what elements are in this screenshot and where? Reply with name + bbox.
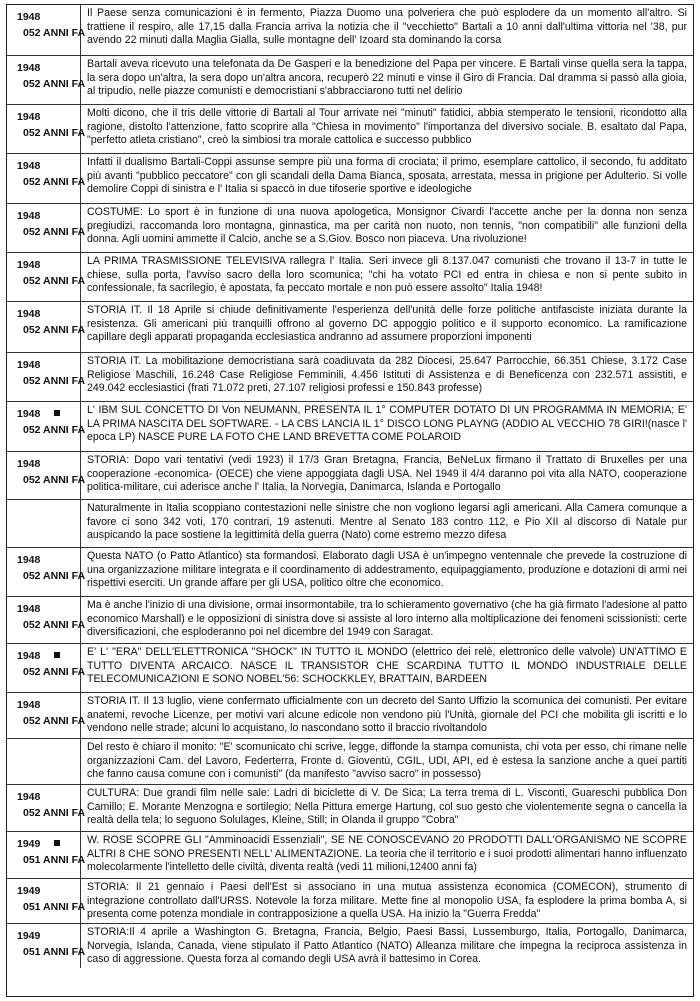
year-label: 1948 <box>17 160 41 172</box>
table-row <box>7 302 693 353</box>
date-cell <box>7 154 86 203</box>
event-text: Naturalmente in Italia scoppiano contestazioni nelle sinistre che non vogliono legarsi agli americani. Alla Camera comunque a favore ci sono 342 voti, 170 contrari, 19 astenuti. Mentre al Senato 183 contro 112, e Pio XII al discorso di Natale pur auspicando la pace sostiene la legittimità della guerra (Nato) come estremo mezzo difesa <box>87 502 687 542</box>
year-label: 1948 <box>17 259 41 271</box>
date-cell <box>7 924 86 968</box>
table-row <box>7 105 693 154</box>
years-ago-label: 052 ANNI FA <box>23 78 86 90</box>
date-cell <box>7 5 86 55</box>
years-ago-label: 052 ANNI FA <box>23 474 86 486</box>
event-text: Del resto è chiaro il monito: "E' scomunicato chi scrive, legge, diffonde la stampa comunista, chi vota per esso, chi rimane nelle organizzazioni Cam. del Lavoro, Federterra, Fronte d. Gioventù, CGIL, UDI, API, ed è estesa la sanzione anche a quei partiti che fanno causa comune con i comunisti" (da manifesto "avviso sacro" in possesso) <box>87 741 687 781</box>
date-cell <box>7 785 86 831</box>
years-ago-label: 052 ANNI FA <box>23 27 86 39</box>
event-text: STORIA: Il 21 gennaio i Paesi dell'Est si associano in una mutua assistenza economica (COMECON), strumento di integrazione controllato dall'URSS. Notevole la forza militare. Mette fine al monopolio USA, fa esplodere la prima bomba A, si presenta come potenza mondiale in contrapposizione a quella USA. Ha inizio la "Guerra Fredda" <box>87 881 687 921</box>
bullet-marker-icon <box>54 840 60 846</box>
date-cell <box>7 353 86 401</box>
table-row <box>7 785 693 832</box>
year-label: 1948 <box>17 791 41 803</box>
date-cell <box>7 452 86 499</box>
table-row <box>7 253 693 302</box>
date-cell <box>7 879 86 923</box>
year-label: 1948 <box>17 554 41 566</box>
year-label: 1948 <box>17 359 41 371</box>
chronology-table <box>6 4 694 997</box>
table-row <box>7 353 693 402</box>
years-ago-label: 052 ANNI FA <box>23 275 86 287</box>
years-ago-label: 052 ANNI FA <box>23 375 86 387</box>
year-label: 1948 <box>17 699 41 711</box>
year-label: 1948 <box>17 408 41 420</box>
years-ago-label: 052 ANNI FA <box>23 176 86 188</box>
event-text: STORIA: Dopo vari tentativi (vedi 1923) il 17/3 Gran Bretagna, Francia, BeNeLux firmano il Trattato di Bruxelles per una cooperazione -economica- (OECE) che viene appoggiata dagli USA. Nel 1949 il 4/4 daranno poi vita alla NATO, cooperazione politica-militare, cui aderisce anche l' Italia, la Norvegia, Danimarca, Islanda e Portogallo <box>87 454 687 494</box>
date-cell <box>7 402 86 451</box>
year-label: 1948 <box>17 650 41 662</box>
years-ago-label: 052 ANNI FA <box>23 226 86 238</box>
date-cell <box>7 253 86 301</box>
year-label: 1948 <box>17 603 41 615</box>
table-row <box>7 154 693 204</box>
years-ago-label: 052 ANNI FA <box>23 807 86 819</box>
date-cell <box>7 204 86 252</box>
year-label: 1949 <box>17 930 41 942</box>
event-text: STORIA IT. Il 18 Aprile si chiude definitivamente l'esperienza dell'unità delle forze politiche antifasciste iniziata durante la resistenza. Gli americani più tranquilli offrono al governo DC appoggio politico e il supporto economico. La ramificazione capillare degli apparati propaganda ecclesiastica andranno ad assumere proporzioni imponenti <box>87 304 687 344</box>
year-label: 1948 <box>17 11 41 23</box>
table-row <box>7 204 693 253</box>
year-label: 1949 <box>17 838 41 850</box>
year-label: 1949 <box>17 885 41 897</box>
event-text: Questa NATO (o Patto Atlantico) sta formandosi. Elaborato dagli USA è un'impegno ventennale che prevede la costruzione di una organizzazione militare integrata e il coordinamento di addestramento, equipaggiamento, produzione e dotazioni di armi nei rispettivi eserciti. Un grande affare per gli USA, politico oltre che economico. <box>87 550 687 590</box>
year-label: 1948 <box>17 111 41 123</box>
event-text: CULTURA: Due grandi film nelle sale: Ladri di biciclette di V. De Sica; La terra trema di L. Visconti, Guareschi pubblica Don Camillo; E. Morante Menzogna e sortilegio; Nella Pittura emerge Hartung, col suo gesto che violentemente segna o cancella la realtà della tela; lo seguono Solulages, Kleine, Still; in Olanda il gruppo "Cobra" <box>87 787 687 827</box>
years-ago-label: 051 ANNI FA <box>23 946 86 958</box>
date-cell <box>7 693 86 738</box>
years-ago-label: 052 ANNI FA <box>23 666 86 678</box>
year-label: 1948 <box>17 458 41 470</box>
date-cell <box>7 739 81 784</box>
table-row <box>7 548 693 597</box>
date-cell <box>7 644 86 692</box>
event-text: W. ROSE SCOPRE GLI "Amminoacidi Essenziali", SE NE CONOSCEVANO 20 PRODOTTI DALL'ORGANISMO NE SCOPRE ALTRI 8 CHE SONO PRESENTI NELL' ALIMENTAZIONE. La teoria che il territorio e i suoi prodotti alimentari hanno influenzato molecolarmente l'intelletto delle civiltà, diventa realtà (vedi 11 milioni,12400 anni fa) <box>87 834 687 874</box>
event-text: E' L' "ERA" DELL'ELETTRONICA "SHOCK" IN TUTTO IL MONDO (elettrico dei relè, elettronico delle valvole) UN'ATTIMO E TUTTO DIVENTA ARCAICO. NASCE IL TRANSISTOR CHE SCARDINA TUTTO IL MONDO INDUSTRIALE DELLE TELECOMUNICAZIONI E SONO NOBEL'56: SCHOCKKLEY, BRATTAIN, BARDEEN <box>87 646 687 686</box>
table-row <box>7 597 693 644</box>
event-text: Bartali aveva ricevuto una telefonata da De Gasperi e la benedizione del Papa per vincere. E Bartali vinse quella sera la tappa, la sera dopo un'altra, la sera dopo un'altra ancora, recuperò 22 minuti e vinse il Giro di Francia. Dal dramma si passò alla gioia, al tripudio, nelle piazze comunisti e democristiani s'abbracciarono tutti nel delirio <box>87 58 687 98</box>
event-text: Il Paese senza comunicazioni è in fermento, Piazza Duomo una polveriera che può esplodere da un momento all'altro. Si trattiene il respiro, alle 17,15 dalla Francia arriva la notizia che il "vecchietto" Bartali a 10 anni dall'ultima vittoria nel '38, pur avendo 22 minuti dalla Maglia Gialla, sulle montagne dell' Izoard sta dominando la corsa <box>87 7 687 47</box>
years-ago-label: 052 ANNI FA <box>23 324 86 336</box>
event-text: Infatti il dualismo Bartali-Coppi assunse sempre più una forma di crociata; il primo, esemplare cattolico, il secondo, fu additato più avanti "pubblico peccatore" con gli scandali della Dama Bianca, sposata, arrestata, messa in prigione per Adulterio. Si volle demolire Coppi di sinistra e l' Italia si spaccò in due tifoserie sportive e ideologiche <box>87 156 687 196</box>
date-cell <box>7 832 86 878</box>
table-row <box>7 402 693 452</box>
table-row <box>7 5 693 56</box>
event-text: STORIA:Il 4 aprile a Washington G. Bretagna, Francia, Belgio, Paesi Bassi, Lussemburgo, Italia, Portogallo, Danimarca, Norvegia, Islanda, Canada, viene stipulato il Patto Atlantico (NATO) Alleanza militare che impegna la reciproca assistenza in caso di aggressione. Questa forza al comando degli USA avrà il battesimo in Corea. <box>87 926 687 966</box>
table-row <box>7 644 693 693</box>
event-text: STORIA IT. Il 13 luglio, viene confermato ufficialmente con un decreto del Santo Uffizio la scomunica dei comunisti. Per evitare anatemi, revoche Licenze, per motivi vari alcune edicole non vendono più l'Unità, giornale del PCI che mobilita gli iscritti e lo vendono nelle strade; alcuni lo acquistano, lo nascondano sotto il braccio rivoltandolo <box>87 695 687 735</box>
date-cell <box>7 302 86 352</box>
date-cell <box>7 56 86 104</box>
years-ago-label: 051 ANNI FA <box>23 854 86 866</box>
year-label: 1948 <box>17 210 41 222</box>
event-text: Molti dicono, che il tris delle vittorie di Bartali al Tour arrivate nei "minuti" fatidici, abbia stemperato le tensioni, ricondotto alla ragione, distolto l'attenzione, fatto scoprire alla "Chiesa in movimento" l'importanza del diversivo sociale. B. esaltato dal Papa, "perfetto atleta cristiano", creò la simbiosi tra morale cattolica e successo pubblico <box>87 107 687 147</box>
year-label: 1948 <box>17 62 41 74</box>
years-ago-label: 052 ANNI FA <box>23 127 86 139</box>
event-text: Ma è anche l'inizio di una divisione, ormai insormontabile, tra lo schieramento governativo (che ha già firmato l'adesione al patto economico Marshall) e le opposizioni di sinistra dove si assiste al loro interno alla moltiplicazione dei fenomeni scissionisti: certe diversificazioni, che esploderanno poi nel dicembre del 1949 con Saragat. <box>87 599 687 639</box>
event-text: L' IBM SUL CONCETTO DI Von NEUMANN, PRESENTA IL 1° COMPUTER DOTATO DI UN PROGRAMMA IN MEMORIA; E' LA PRIMA NASCITA DEL SOFTWARE. - LA CBS LANCIA IL 1° DISCO LONG PLAYNG (ADDIO AL VECCHIO 78 GIRI!(nasce l' epoca LP) NASCE PURE LA FOTO CHE LAND BREVETTA COME POLAROID <box>87 404 687 444</box>
year-label: 1948 <box>17 308 41 320</box>
date-cell <box>7 548 86 596</box>
event-text: LA PRIMA TRASMISSIONE TELEVISIVA rallegra l' Italia. Seri invece gli 8.137.047 comunisti che trovano il 13-7 in tutte le chiese, sulla porta, l'avviso sacro della loro scomunica; "chi ha votato PCI ed entra in chiesa e non si pente subito in confessionale, fa sacrilegio, è apostata, fa peccato mortale e non può essere assolto" Italia 1948! <box>87 255 687 295</box>
bullet-marker-icon <box>54 652 60 658</box>
years-ago-label: 052 ANNI FA <box>23 619 86 631</box>
table-row <box>7 879 693 924</box>
years-ago-label: 051 ANNI FA <box>23 901 86 913</box>
date-cell <box>7 500 81 547</box>
table-row <box>7 924 693 968</box>
event-text: COSTUME: Lo sport è in funzione di una nuova apologetica, Monsignor Civardi l'accette anche per la donna non senza pregiudizi, raccomanda loro montagna, ginnastica, ma per carità non nuoto, non tennis, "non compatibili" alle funzioni della donna. Agli uomini ammette il Calcio, anche se a S.Giov. Bosco non piaceva. Una rivoluzione! <box>87 206 687 246</box>
bullet-marker-icon <box>54 410 60 416</box>
date-cell <box>7 105 86 153</box>
table-row <box>7 452 693 500</box>
event-text: STORIA IT. La mobilitazione democristiana sarà coadiuvata da 282 Diocesi, 25.647 Parrocchie, 66.351 Chiese, 3.172 Case Religiose Maschili, 16.248 Case Religiose Femminili, 4.456 Istituti di Assistenza e di Beneficenza con 232.571 assistiti, e 249.042 ecclesiastici (frati 71.072 preti, 27.107 religiosi professi e 150.843 professe) <box>87 355 687 395</box>
years-ago-label: 052 ANNI FA <box>23 570 86 582</box>
years-ago-label: 052 ANNI FA <box>23 715 86 727</box>
table-row <box>7 739 693 785</box>
table-row <box>7 693 693 739</box>
date-cell <box>7 597 86 643</box>
table-row <box>7 832 693 879</box>
table-row <box>7 500 693 548</box>
table-row <box>7 56 693 105</box>
years-ago-label: 052 ANNI FA <box>23 424 86 436</box>
